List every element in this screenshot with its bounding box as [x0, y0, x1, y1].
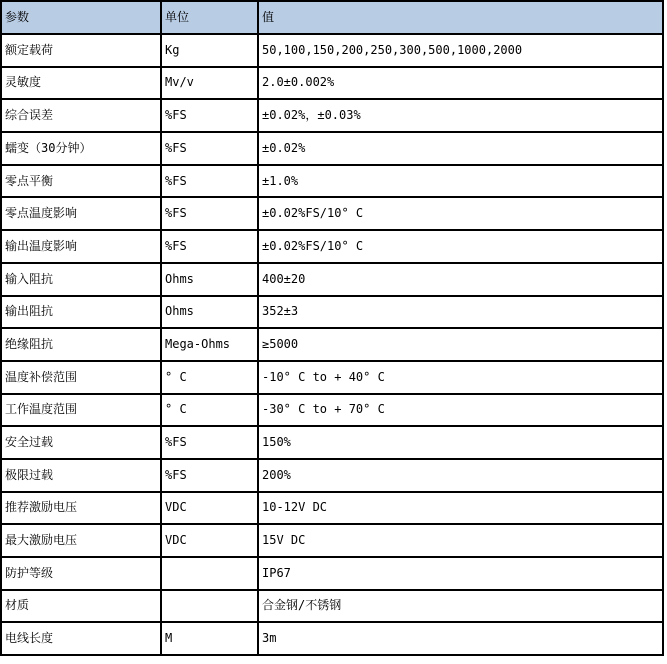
cell-param: 额定载荷	[1, 34, 161, 67]
cell-param: 材质	[1, 590, 161, 623]
cell-param: 安全过载	[1, 426, 161, 459]
cell-unit: M	[161, 622, 258, 655]
cell-param: 工作温度范围	[1, 394, 161, 427]
cell-param: 蠕变（30分钟）	[1, 132, 161, 165]
cell-param: 绝缘阻抗	[1, 328, 161, 361]
table-row	[1, 34, 663, 67]
cell-unit: Mega-Ohms	[161, 328, 258, 361]
table-row	[1, 165, 663, 198]
cell-unit	[161, 557, 258, 590]
cell-unit: ° C	[161, 394, 258, 427]
cell-param: 防护等级	[1, 557, 161, 590]
cell-value: ±0.02%，±0.03%	[258, 99, 663, 132]
cell-value: 2.0±0.002%	[258, 67, 663, 100]
table-row	[1, 524, 663, 557]
cell-param: 输入阻抗	[1, 263, 161, 296]
cell-unit: %FS	[161, 426, 258, 459]
table-row	[1, 622, 663, 655]
table-row	[1, 426, 663, 459]
cell-unit: Ohms	[161, 263, 258, 296]
cell-unit: %FS	[161, 165, 258, 198]
cell-value: ≥5000	[258, 328, 663, 361]
header-cell-value: 值	[258, 1, 663, 34]
cell-unit: VDC	[161, 492, 258, 525]
cell-unit: Kg	[161, 34, 258, 67]
cell-param: 综合误差	[1, 99, 161, 132]
cell-unit: VDC	[161, 524, 258, 557]
cell-unit	[161, 590, 258, 623]
cell-value: ±1.0%	[258, 165, 663, 198]
cell-param: 最大激励电压	[1, 524, 161, 557]
table-row	[1, 132, 663, 165]
cell-value: -10° C to + 40° C	[258, 361, 663, 394]
cell-param: 电线长度	[1, 622, 161, 655]
cell-unit: %FS	[161, 132, 258, 165]
table-row	[1, 263, 663, 296]
cell-param: 输出阻抗	[1, 296, 161, 329]
cell-value: ±0.02%FS/10° C	[258, 230, 663, 263]
table-row	[1, 361, 663, 394]
cell-value: 150%	[258, 426, 663, 459]
cell-unit: Ohms	[161, 296, 258, 329]
table-row	[1, 328, 663, 361]
cell-value: 50,100,150,200,250,300,500,1000,2000	[258, 34, 663, 67]
cell-value: 200%	[258, 459, 663, 492]
cell-value: 400±20	[258, 263, 663, 296]
table-row	[1, 67, 663, 100]
cell-value: 10-12V DC	[258, 492, 663, 525]
cell-param: 零点平衡	[1, 165, 161, 198]
cell-value: -30° C to + 70° C	[258, 394, 663, 427]
table-body	[1, 34, 663, 655]
cell-param: 灵敏度	[1, 67, 161, 100]
cell-unit: %FS	[161, 99, 258, 132]
cell-value: ±0.02%	[258, 132, 663, 165]
table-header	[1, 1, 663, 34]
table-row	[1, 296, 663, 329]
table-row	[1, 197, 663, 230]
cell-unit: %FS	[161, 230, 258, 263]
cell-value: IP67	[258, 557, 663, 590]
cell-value: 合金钢/不锈钢	[258, 590, 663, 623]
header-cell-unit: 单位	[161, 1, 258, 34]
cell-param: 输出温度影响	[1, 230, 161, 263]
cell-value: 352±3	[258, 296, 663, 329]
cell-value: ±0.02%FS/10° C	[258, 197, 663, 230]
cell-unit: Mv/v	[161, 67, 258, 100]
header-cell-param: 参数	[1, 1, 161, 34]
table-row	[1, 394, 663, 427]
cell-value: 3m	[258, 622, 663, 655]
table-row	[1, 230, 663, 263]
header-row	[1, 1, 663, 34]
cell-unit: ° C	[161, 361, 258, 394]
table-row	[1, 459, 663, 492]
table-row	[1, 557, 663, 590]
table-row	[1, 99, 663, 132]
table-row	[1, 492, 663, 525]
cell-param: 推荐激励电压	[1, 492, 161, 525]
cell-param: 温度补偿范围	[1, 361, 161, 394]
cell-value: 15V DC	[258, 524, 663, 557]
cell-param: 极限过载	[1, 459, 161, 492]
cell-param: 零点温度影响	[1, 197, 161, 230]
cell-unit: %FS	[161, 197, 258, 230]
table-row	[1, 590, 663, 623]
cell-unit: %FS	[161, 459, 258, 492]
